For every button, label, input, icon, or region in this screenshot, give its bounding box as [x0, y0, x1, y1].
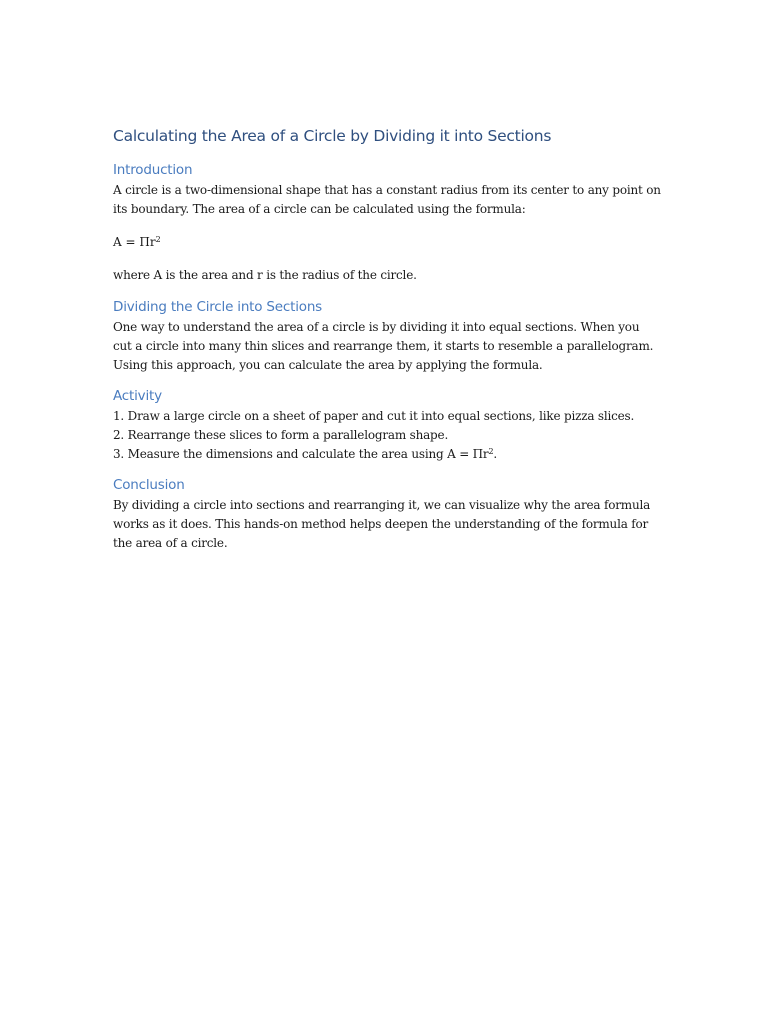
formula-explanation: where A is the area and r is the radius of the circle.: [113, 268, 417, 282]
conclusion-paragraph: By dividing a circle into sections and rearranging it, we can visualize why the area formula works as it does. This hands-on method helps deepen the understanding of the formula for the area of a circle.: [113, 498, 651, 550]
document-page: [113, 124, 661, 553]
activity-heading: Activity: [113, 388, 162, 404]
activity-step-3: [113, 445, 661, 464]
activity-step-3-exponent: 2: [488, 447, 494, 456]
activity-list: [113, 407, 661, 464]
document-title: Calculating the Area of a Circle by Dividing it into Sections: [113, 127, 552, 145]
introduction-paragraph: A circle is a two-dimensional shape that has a constant radius from its center to any point on its boundary. The area of a circle can be calculated using the formula:: [113, 183, 661, 216]
area-formula: [113, 233, 661, 252]
activity-step-1: 1. Draw a large circle on a sheet of paper and cut it into equal sections, like pizza slices.: [113, 409, 635, 423]
introduction-heading: Introduction: [113, 162, 193, 178]
dividing-heading: Dividing the Circle into Sections: [113, 299, 323, 315]
formula-exponent: 2: [155, 235, 161, 244]
activity-step-2: 2. Rearrange these slices to form a parallelogram shape.: [113, 428, 449, 442]
formula-base: A = Πr: [113, 235, 156, 249]
activity-step-3-text: 3. Measure the dimensions and calculate the area using A = Πr: [113, 447, 489, 461]
dividing-paragraph: One way to understand the area of a circle is by dividing it into equal sections. When you cut a circle into many thin slices and rearrange them, it starts to resemble a parallelogram. Using this approach, you can calculate the area by applying the formula.: [113, 320, 654, 372]
conclusion-heading: Conclusion: [113, 477, 185, 493]
activity-step-3-period: .: [493, 447, 497, 461]
